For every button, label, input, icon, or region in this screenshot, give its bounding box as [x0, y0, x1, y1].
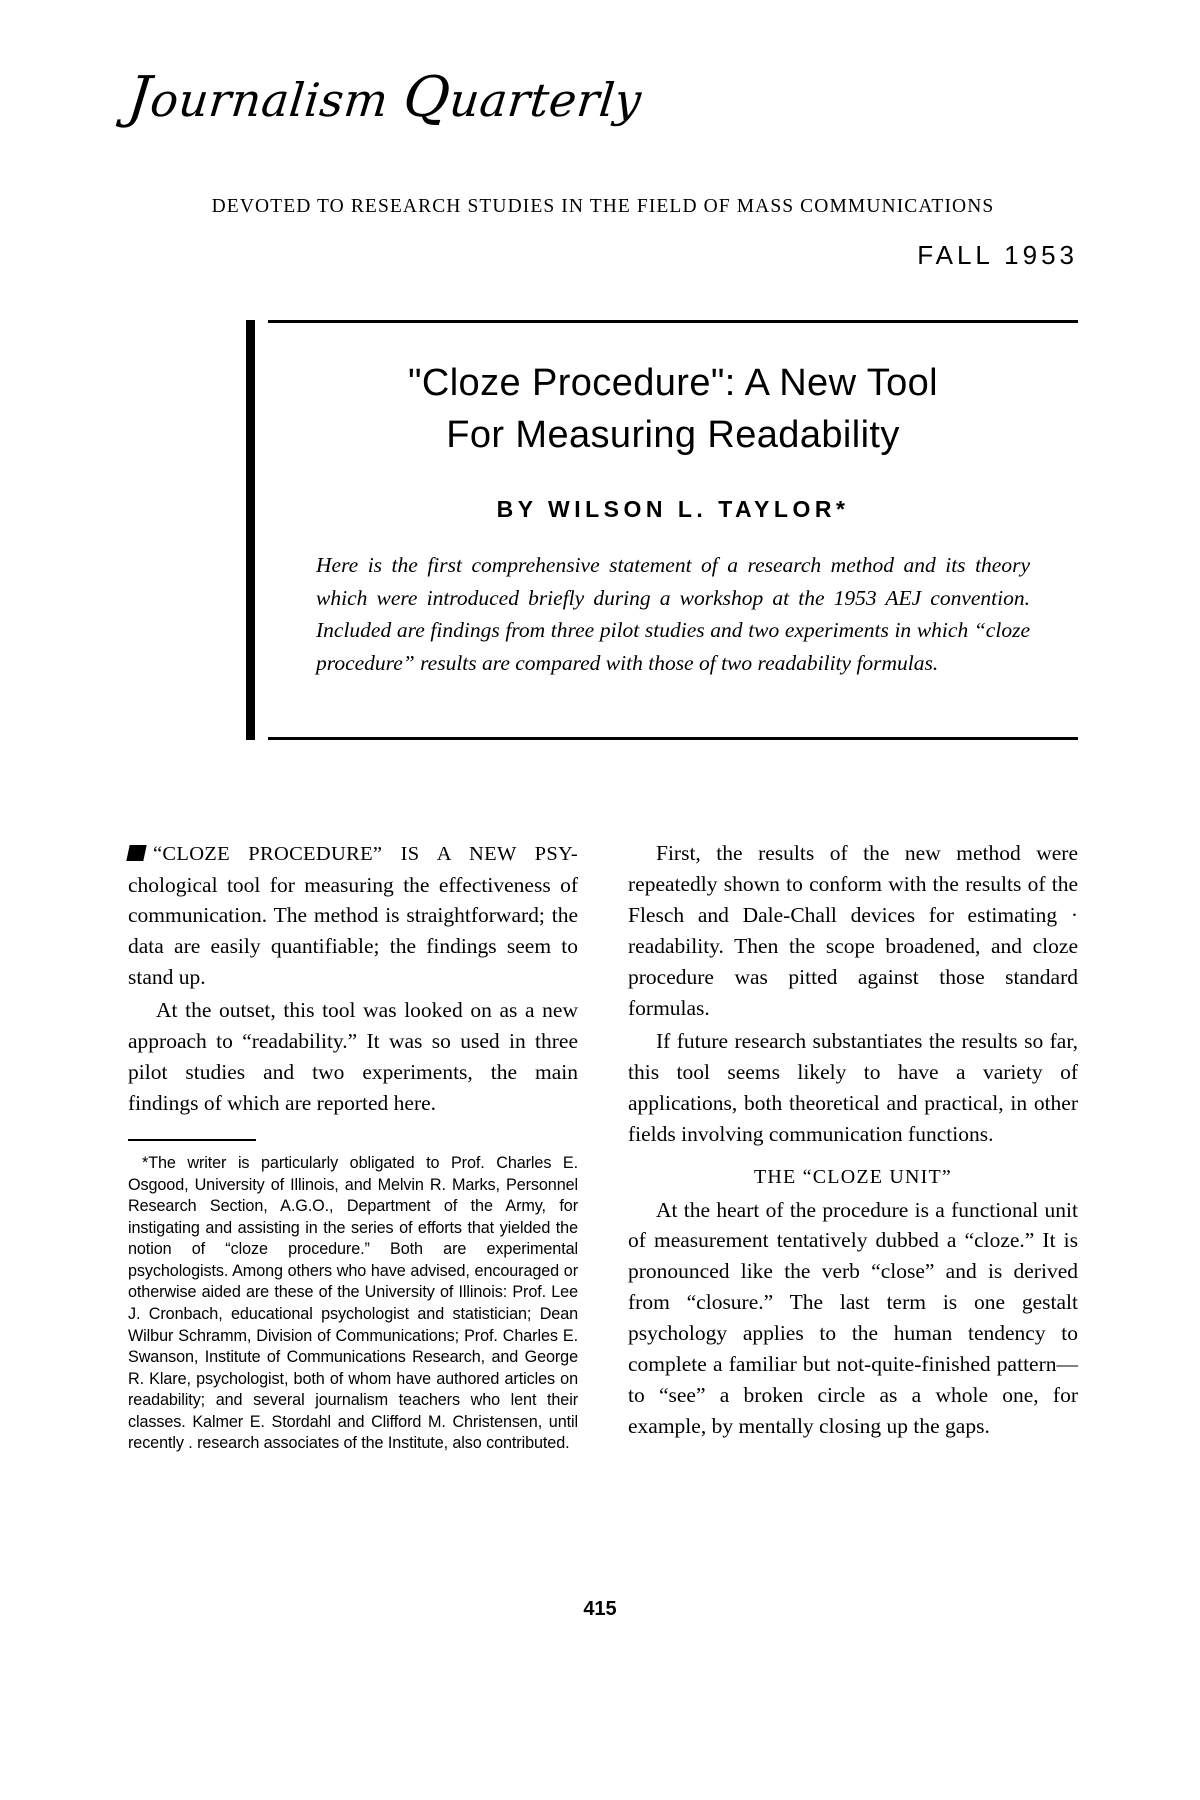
paragraph-right-3: At the heart of the procedure is a functional unit of measurement tentatively dubbed a “cloze.” It is pronounced like the verb “close” and is derived from “closure.” The last term is one gestalt psychology applies to the human tendency to complete a familiar but not-quite-finished pattern—to “see” a broken circle as a whole one, for example, by mentally closing up the gaps. — [628, 1197, 1078, 1439]
journal-title-word-journalism: ournalism — [147, 73, 407, 127]
footnote-rule — [128, 1139, 256, 1141]
footnote-text — [128, 1153, 578, 1455]
paragraph-right-2: If future research substantiates the results so far, this tool seems likely to have a variety of applications, both theoretical and practical, in other fields involving communication functions. — [628, 1028, 1078, 1146]
journal-title-word-quarterly: uarterly — [446, 73, 645, 127]
article-title-box — [268, 320, 1078, 740]
paragraph-right-1: First, the results of the new method were repeatedly shown to conform with the results of the Flesch and Dale-Chall devices for estimating · readability. Then the scope broadened, and cloze procedure was pitted against those standard formulas. — [628, 841, 1078, 1020]
journal-tagline: DEVOTED TO RESEARCH STUDIES IN THE FIELD OF MASS COMMUNICATIONS — [211, 196, 995, 217]
journal-title — [124, 65, 1081, 130]
section-heading-cloze-unit: THE “CLOZE UNIT” — [753, 1165, 953, 1188]
column-right — [628, 838, 1078, 1444]
paragraph-left-1-text: chological tool for measuring the effectiveness of communication. The method is straightforward; the data are easily quantifiable; the findings seem to stand up. — [128, 872, 578, 990]
paragraph-marker-icon — [126, 845, 146, 861]
issue-date: FALL 1953 — [917, 240, 1078, 270]
article-title-line-2: For Measuring Readability — [446, 414, 900, 457]
article-title — [268, 323, 1078, 462]
masthead — [124, 65, 1078, 130]
column-left — [128, 838, 578, 1455]
paragraph-left-1 — [128, 838, 578, 993]
paragraph-left-1-lead: “CLOZE PROCEDURE” IS A NEW PSY- — [153, 843, 578, 865]
journal-title-initial-j: J — [124, 65, 155, 130]
page-number: 415 — [583, 1598, 617, 1620]
footnote-body: *The writer is particularly obligated to Prof. Charles E. Osgood, University of Illinois, and Melvin R. Marks, Personnel Research Section, A.G.O., Department of the Army, for instigating and assisting in the series of efforts that yielded the notion of “cloze procedure.” Both are experimental psychologists. Among others who have advised, encouraged or otherwise aided are these of the University of Illinois: Prof. Lee J. Cronbach, educational psychologist and statistician; Dean Wilbur Schramm, Division of Communications; Prof. Charles E. Swanson, Institute of Communications Research, and George R. Klare, psychologist, both of whom have authored articles on readability; and several journalism teachers who lent their classes. Kalmer E. Stordahl and Clifford M. Christensen, until recently . research associates of the Institute, also contributed. — [128, 1154, 578, 1453]
article-abstract: Here is the first comprehensive statement of a research method and its theory which were introduced briefly during a workshop at the 1953 AEJ convention. Included are findings from three pilot studies and two experiments in which “cloze procedure” results are compared with those of two readability formulas. — [316, 552, 1030, 675]
journal-title-initial-q: Q — [400, 65, 454, 130]
paragraph-left-2: At the outset, this tool was looked on as a new approach to “readability.” It was so used in three pilot studies and two experiments, the main findings of which are reported here. — [128, 998, 578, 1116]
article-title-line-1: "Cloze Procedure": A New Tool — [407, 362, 939, 404]
article-byline: BY WILSON L. TAYLOR* — [496, 495, 850, 522]
